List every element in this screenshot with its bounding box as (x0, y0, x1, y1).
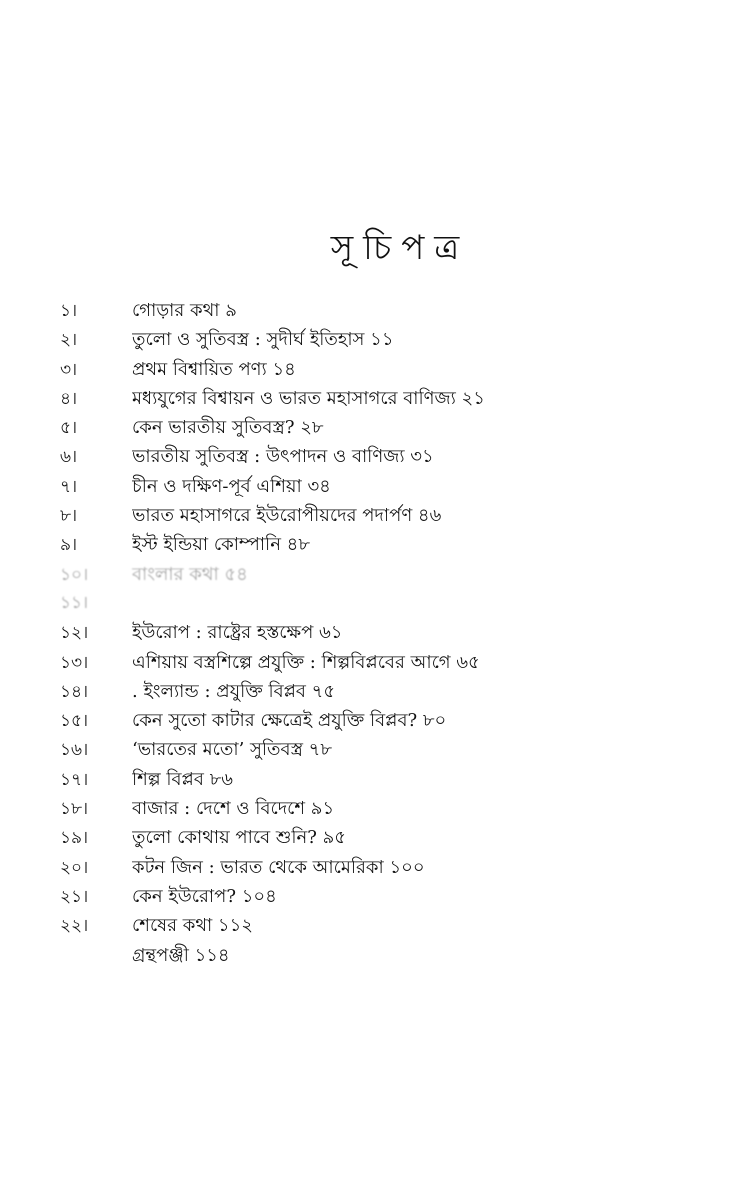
toc-entry-title: কেন ইউরোপ? ১০৪ (132, 885, 277, 907)
toc-entry-title: চীন ও দক্ষিণ-পূর্ব এশিয়া ৩৪ (132, 475, 331, 497)
table-of-contents (60, 296, 700, 970)
toc-entry-title: ভারত মহাসাগরে ইউরোপীয়দের পদার্পণ ৪৬ (132, 505, 442, 527)
toc-entry-number: ৩। (60, 359, 78, 380)
toc-entry (60, 384, 700, 413)
toc-entry (60, 882, 700, 911)
toc-entry (60, 765, 700, 794)
toc-entry-title: এশিয়ায় বস্ত্রশিল্পে প্রযুক্তি : শিল্পবিপ্লবের আগে ৬৫ (132, 651, 480, 673)
toc-entry (60, 589, 700, 618)
toc-entry-number: ১৫। (60, 711, 89, 732)
toc-entry (60, 472, 700, 501)
toc-entry-title: তুলো ও সুতিবস্ত্র : সুদীর্ঘ ইতিহাস ১১ (132, 329, 394, 351)
toc-entry (60, 648, 700, 677)
toc-entry (60, 560, 700, 589)
toc-entry-number: ১। (60, 301, 78, 321)
toc-entry (60, 853, 700, 882)
toc-entry (60, 911, 700, 940)
toc-entry-title: গ্রন্থপঞ্জী ১১৪ (132, 944, 230, 966)
toc-entry (60, 501, 700, 530)
toc-entry-number: ৯। (60, 535, 78, 556)
toc-entry (60, 618, 700, 647)
toc-entry-number: ১৩। (60, 652, 89, 673)
toc-entry-title: প্রথম বিশ্বায়িত পণ্য ১৪ (132, 358, 296, 380)
toc-entry (60, 355, 700, 384)
toc-entry-number: ১০। (60, 564, 89, 585)
toc-entry-number: ৬। (60, 447, 78, 468)
toc-entry-number: ৮। (60, 506, 78, 527)
toc-entry-number: ১৪। (60, 681, 89, 702)
toc-entry-title: কটন জিন : ভারত থেকে আমেরিকা ১০০ (132, 856, 425, 878)
page-title: সূচিপত্র (330, 228, 470, 268)
toc-entry-title: গোড়ার কথা ৯ (132, 300, 237, 321)
toc-entry (60, 794, 700, 823)
toc-entry (60, 706, 700, 735)
toc-entry-title: ইস্ট ইন্ডিয়া কোম্পানি ৪৮ (132, 534, 311, 556)
toc-entry-title: ইউরোপ : রাষ্ট্রের হস্তক্ষেপ ৬১ (132, 622, 343, 644)
toc-entry-title: শিল্প বিপ্লব ৮৬ (132, 768, 233, 790)
toc-entry-number: ১৯। (60, 828, 89, 849)
toc-entry (60, 941, 700, 970)
toc-entry (60, 677, 700, 706)
toc-entry-title: . ইংল্যান্ড : প্রযুক্তি বিপ্লব ৭৫ (132, 680, 336, 702)
toc-entry-title: বাজার : দেশে ও বিদেশে ৯১ (132, 798, 335, 820)
toc-entry-number: ১৭। (60, 769, 89, 790)
toc-entry-number: ৭। (60, 476, 78, 497)
toc-entry (60, 735, 700, 764)
toc-entry-title: মধ্যযুগের বিশ্বায়ন ও ভারত মহাসাগরে বাণিজ্য ২১ (132, 387, 485, 409)
toc-entry-number: ২। (60, 330, 78, 351)
toc-entry-title: তুলো কোথায় পাবে শুনি? ৯৫ (132, 827, 346, 849)
toc-entry (60, 530, 700, 559)
toc-entry-number: ১৬। (60, 740, 89, 761)
toc-entry-number: ২০। (60, 857, 89, 878)
toc-entry-number: ১৮। (60, 799, 89, 820)
toc-entry-number: ১২। (60, 623, 89, 644)
toc-entry-number: ১১। (60, 592, 89, 613)
toc-entry (60, 325, 700, 354)
toc-entry (60, 413, 700, 442)
toc-entry-number: ৫। (60, 418, 78, 439)
toc-entry (60, 823, 700, 852)
toc-entry-title: কেন ভারতীয় সুতিবস্ত্র? ২৮ (132, 417, 324, 439)
toc-entry-title: ‘ভারতের মতো’ সুতিবস্ত্র ৭৮ (132, 739, 333, 761)
toc-entry-number: ২১। (60, 886, 89, 907)
toc-entry-number: ৪। (60, 388, 78, 409)
toc-entry-title: শেষের কথা ১১২ (132, 915, 253, 937)
toc-entry (60, 296, 700, 325)
toc-entry-title: ভারতীয় সুতিবস্ত্র : উৎপাদন ও বাণিজ্য ৩১ (132, 446, 434, 468)
toc-entry-title: বাংলার কথা ৫৪ (132, 563, 248, 585)
toc-entry-title: কেন সুতো কাটার ক্ষেত্রেই প্রযুক্তি বিপ্লব? ৮০ (132, 710, 447, 732)
toc-entry (60, 442, 700, 471)
toc-entry-number: ২২। (60, 916, 89, 937)
